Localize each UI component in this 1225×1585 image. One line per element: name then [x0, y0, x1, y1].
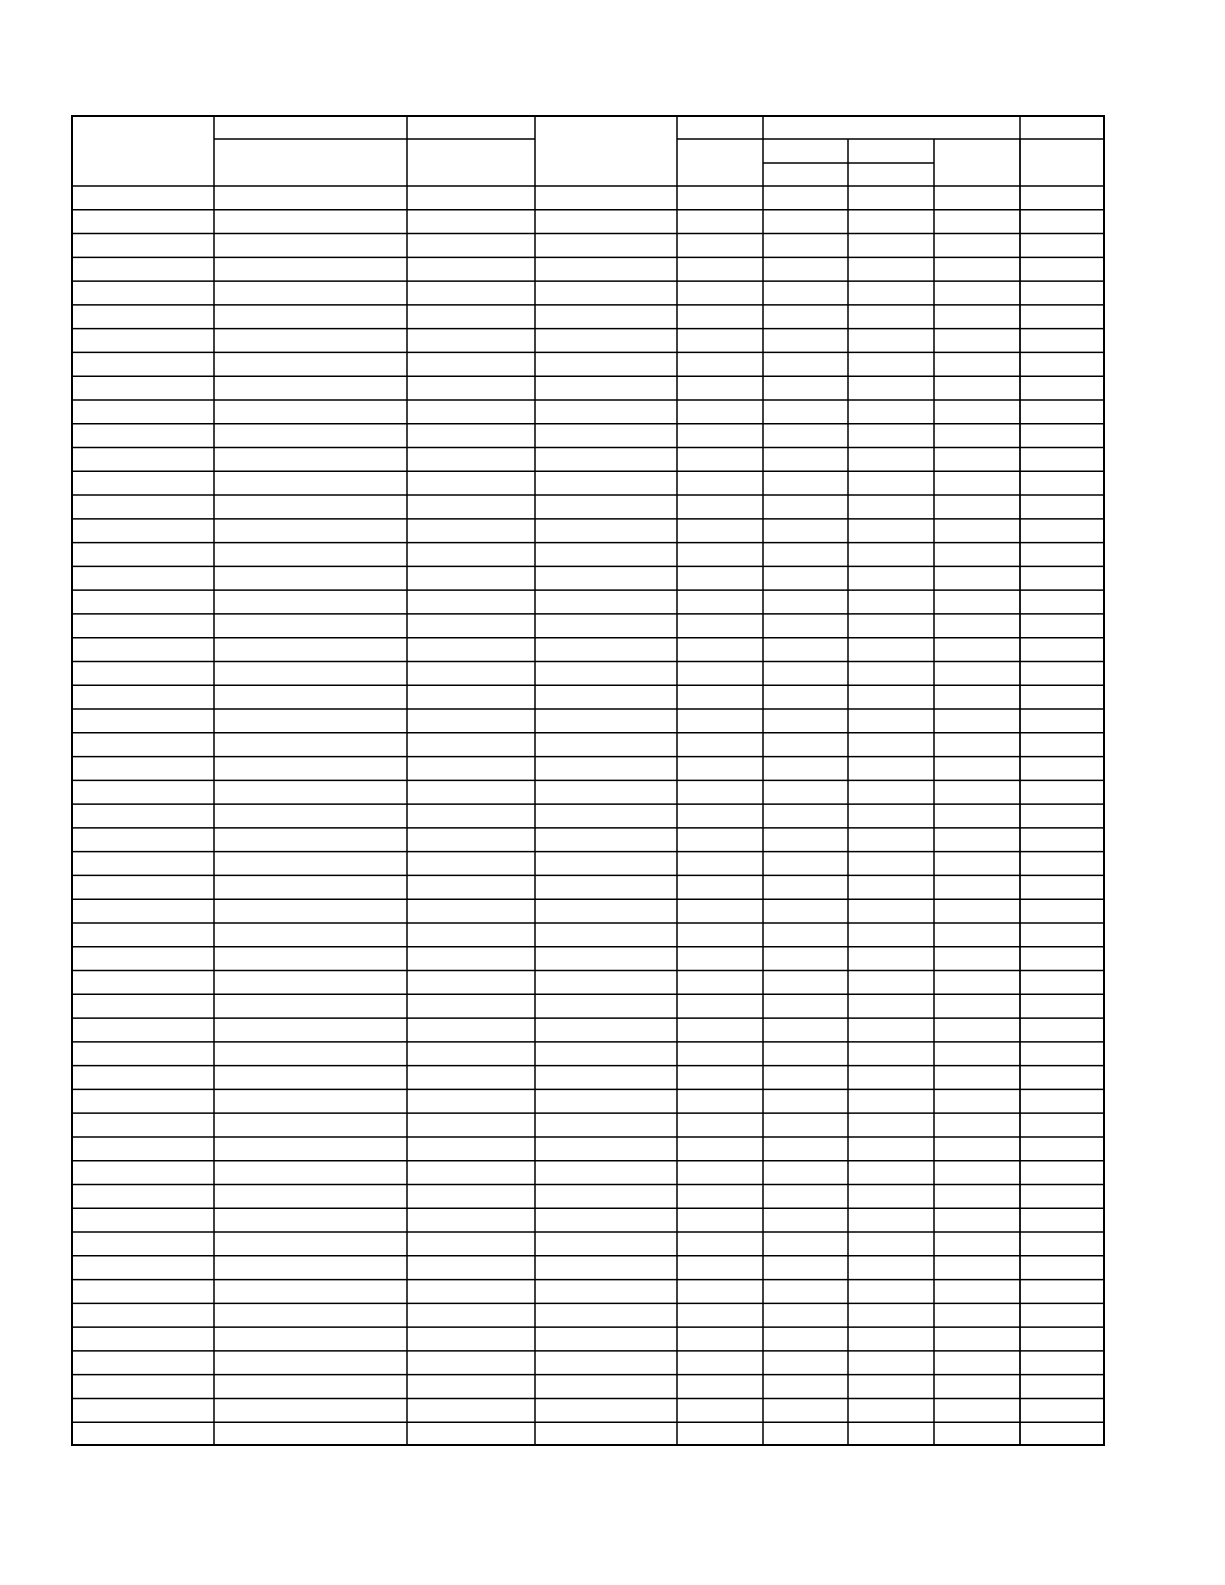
- blank-tabular-form: [71, 115, 1105, 1446]
- form-grid: [71, 115, 1105, 1446]
